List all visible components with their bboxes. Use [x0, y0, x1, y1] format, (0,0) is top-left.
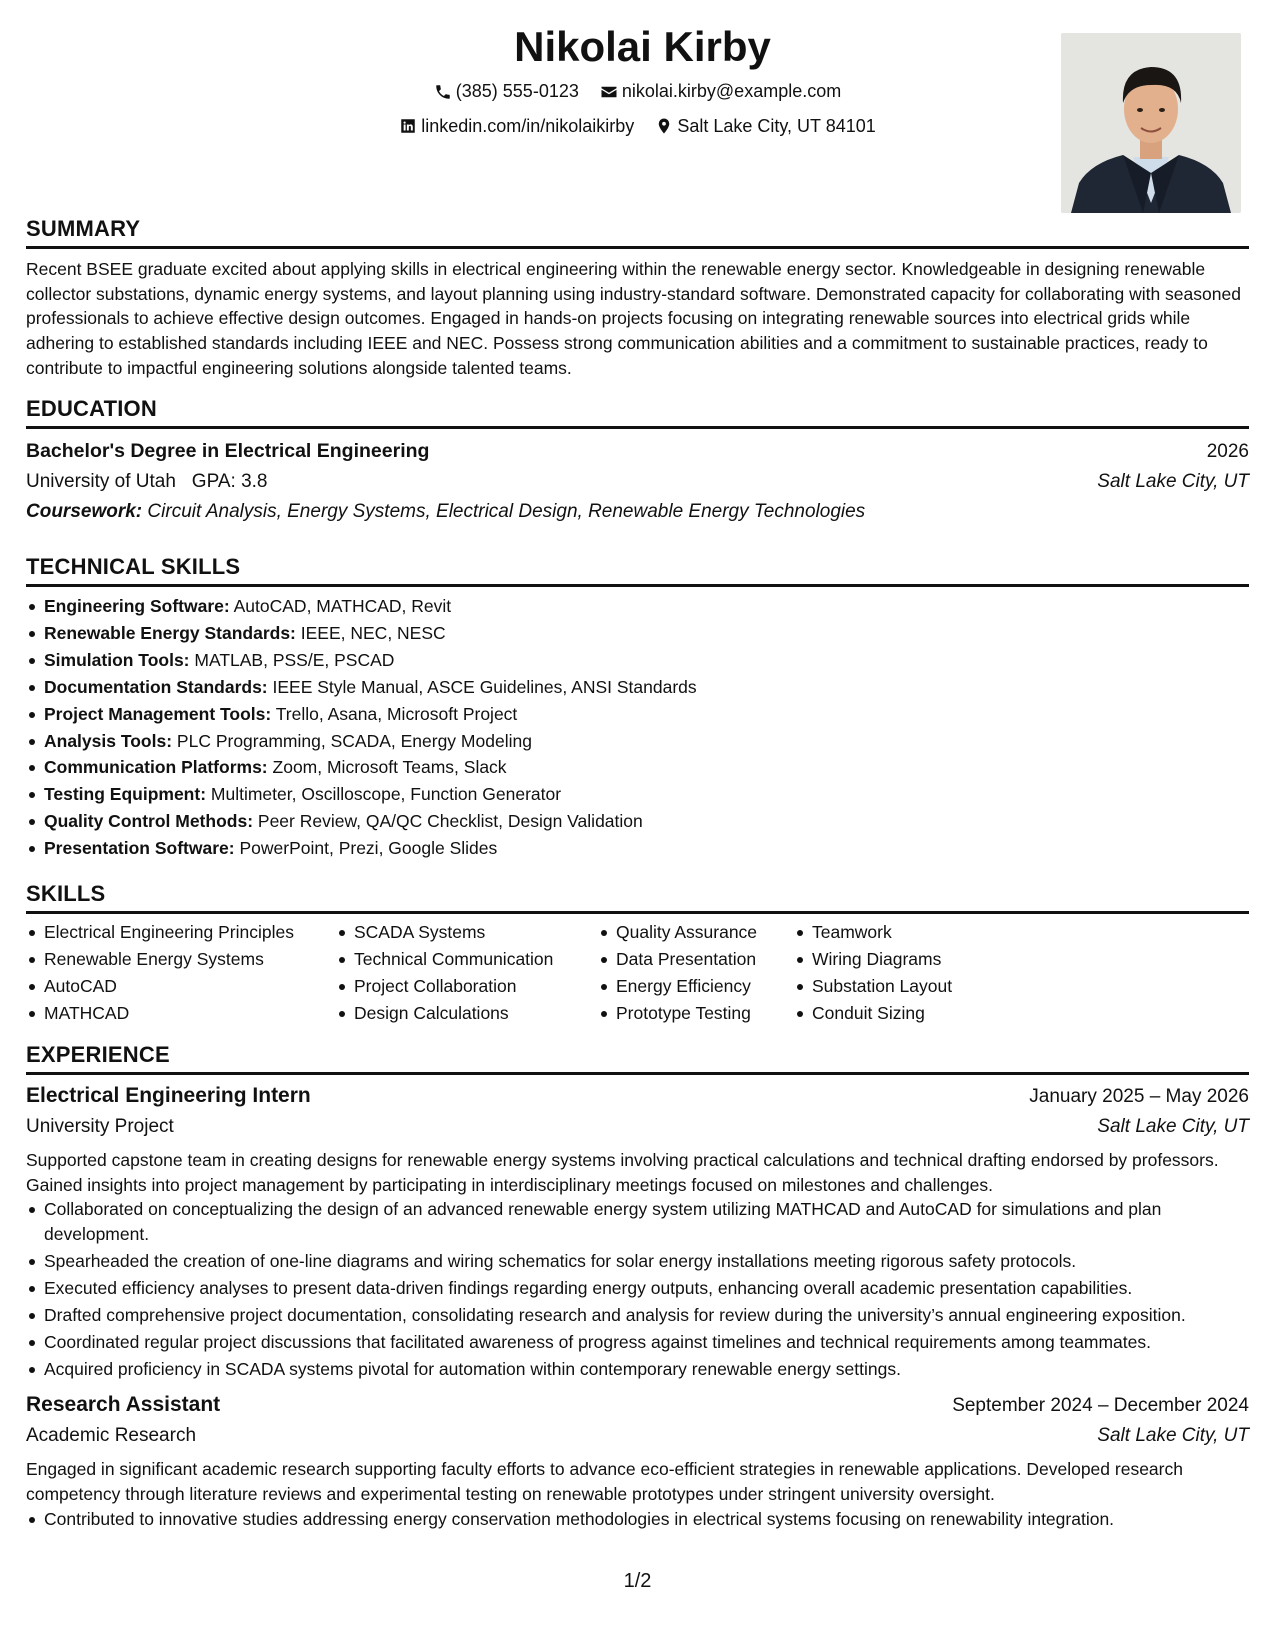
envelope-icon: [600, 83, 618, 101]
summary-heading: SUMMARY: [26, 214, 1249, 249]
tech-skill-item: Presentation Software: PowerPoint, Prezi, Google Slides: [26, 836, 1249, 861]
skill-item: Quality Assurance: [598, 920, 794, 945]
skill-item: Project Collaboration: [336, 974, 598, 999]
job-description: Engaged in significant academic research supporting faculty efforts to advance eco-efficient strategies in renewable applications. Developed research competency through literature reviews and experimental testing on renewable prototypes under stringent university oversight.: [26, 1459, 1183, 1504]
job-bullets: [26, 1197, 1249, 1381]
location-item: [655, 111, 875, 142]
candidate-name: Nikolai Kirby: [514, 23, 771, 70]
job-bullet: Collaborated on conceptualizing the design of an advanced renewable energy system utilizing MATHCAD and AutoCAD for simulations and plan development.: [26, 1197, 1249, 1246]
job-entry: [26, 1081, 1249, 1381]
skills-section: [26, 879, 1249, 1028]
skill-item: Renewable Energy Systems: [26, 947, 336, 972]
skills-column: [26, 920, 336, 1028]
job-bullet: Spearheaded the creation of one-line diagrams and wiring schematics for solar energy installations meeting rigorous safety protocols.: [26, 1249, 1249, 1274]
tech-skill-item: Communication Platforms: Zoom, Microsoft Teams, Slack: [26, 755, 1249, 780]
job-bullet: Drafted comprehensive project documentation, consolidating research and analysis for review during the university’s annual engineering exposition.: [26, 1303, 1249, 1328]
job-description: Supported capstone team in creating designs for renewable energy systems involving practical calculations and technical drafting endorsed by professors. Gained insights into project management by participating in interdisciplinary meetings focused on milestones and challenges.: [26, 1150, 1219, 1195]
job-bullet: Executed efficiency analyses to present data-driven findings regarding energy outputs, enhancing overall academic presentation capabilities.: [26, 1276, 1249, 1301]
skill-item: SCADA Systems: [336, 920, 598, 945]
portrait-image: [1061, 33, 1241, 213]
skill-item: Wiring Diagrams: [794, 947, 1014, 972]
skill-item: Technical Communication: [336, 947, 598, 972]
job-bullet: Contributed to innovative studies addressing energy conservation methodologies in electrical systems focusing on renewability integration.: [26, 1507, 1249, 1532]
degree-title: Bachelor's Degree in Electrical Engineering: [26, 440, 430, 462]
skill-item: Teamwork: [794, 920, 1014, 945]
skill-item: Conduit Sizing: [794, 1001, 1014, 1026]
technical-skills-heading: TECHNICAL SKILLS: [26, 552, 1249, 587]
coursework-list: Circuit Analysis, Energy Systems, Electrical Design, Renewable Energy Technologies: [147, 501, 866, 522]
tech-skill-item: Renewable Energy Standards: IEEE, NEC, NESC: [26, 621, 1249, 646]
email-link[interactable]: nikolai.kirby@example.com: [621, 81, 842, 101]
summary-section: [26, 214, 1249, 381]
graduation-year: 2026: [1206, 441, 1249, 462]
tech-skill-item: Testing Equipment: Multimeter, Oscilloscope, Function Generator: [26, 782, 1249, 807]
job-title: Electrical Engineering Intern: [26, 1084, 311, 1107]
technical-skills-list: [26, 594, 1249, 861]
education-section: [26, 394, 1249, 527]
skill-item: Design Calculations: [336, 1001, 598, 1026]
skills-heading: SKILLS: [26, 879, 1249, 914]
job-dates: September 2024 – December 2024: [952, 1395, 1249, 1417]
coursework-label: Coursework:: [26, 501, 143, 522]
job-bullet: Acquired proficiency in SCADA systems pivotal for automation within contemporary renewable energy settings.: [26, 1357, 1249, 1382]
coursework: [26, 497, 1249, 527]
location-text: Salt Lake City, UT 84101: [677, 115, 876, 136]
tech-skill-item: Engineering Software: AutoCAD, MATHCAD, Revit: [26, 594, 1249, 619]
skill-item: Energy Efficiency: [598, 974, 794, 999]
education-heading: EDUCATION: [26, 394, 1249, 429]
phone-text: (385) 555-0123: [455, 81, 579, 101]
job-organization: Academic Research: [26, 1425, 197, 1447]
job-dates: January 2025 – May 2026: [1029, 1086, 1249, 1107]
page-number: 1/2: [623, 1570, 652, 1592]
phone-icon: [434, 83, 452, 101]
school-location: Salt Lake City, UT: [1097, 471, 1249, 492]
school-name: University of Utah: [26, 471, 176, 492]
skill-item: Substation Layout: [794, 974, 1014, 999]
job-location: Salt Lake City, UT: [1097, 1425, 1249, 1447]
job-location: Salt Lake City, UT: [1097, 1116, 1249, 1137]
tech-skill-item: Analysis Tools: PLC Programming, SCADA, Energy Modeling: [26, 729, 1249, 754]
linkedin-link[interactable]: linkedin.com/in/nikolaikirby: [421, 115, 635, 136]
skill-item: MATHCAD: [26, 1001, 336, 1026]
skills-column: [794, 920, 1014, 1028]
skills-column: [336, 920, 598, 1028]
job-entry: [26, 1390, 1249, 1531]
email-item[interactable]: [600, 76, 841, 107]
experience-section: [26, 1040, 1249, 1534]
gpa: GPA: 3.8: [191, 471, 268, 492]
linkedin-icon: [399, 117, 417, 135]
skills-column: [598, 920, 794, 1028]
experience-heading: EXPERIENCE: [26, 1040, 1249, 1075]
skill-item: AutoCAD: [26, 974, 336, 999]
summary-text: Recent BSEE graduate excited about applying skills in electrical engineering within the renewable energy sector. Knowledgeable in designing renewable collector substations, dynamic energy systems, and layout planning using industry-standard software. Demonstrated capacity for collaborating with seasoned professionals to achieve effective design outcomes. Engaged in hands-on projects focusing on integrating renewable sources into electrical grids while adhering to established standards including IEEE and NEC. Possess strong communication abilities and a commitment to sustainable practices, ready to contribute to impactful engineering solutions alongside talented teams.: [26, 259, 1241, 378]
tech-skill-item: Quality Control Methods: Peer Review, QA/QC Checklist, Design Validation: [26, 809, 1249, 834]
tech-skill-item: Simulation Tools: MATLAB, PSS/E, PSCAD: [26, 648, 1249, 673]
job-bullet: Coordinated regular project discussions that facilitated awareness of progress against timelines and technical requirements among teammates.: [26, 1330, 1249, 1355]
tech-skill-item: Documentation Standards: IEEE Style Manual, ASCE Guidelines, ANSI Standards: [26, 675, 1249, 700]
tech-skill-item: Project Management Tools: Trello, Asana, Microsoft Project: [26, 702, 1249, 727]
skill-item: Prototype Testing: [598, 1001, 794, 1026]
job-bullets: [26, 1507, 1249, 1532]
skill-item: Electrical Engineering Principles: [26, 920, 336, 945]
skills-grid: [26, 920, 1249, 1028]
linkedin-item[interactable]: [399, 111, 634, 142]
job-title: Research Assistant: [26, 1393, 221, 1417]
technical-skills-section: [26, 552, 1249, 863]
phone-item: [434, 76, 579, 107]
profile-photo: [1061, 33, 1241, 213]
job-organization: University Project: [26, 1116, 174, 1137]
skill-item: Data Presentation: [598, 947, 794, 972]
map-pin-icon: [655, 117, 673, 135]
